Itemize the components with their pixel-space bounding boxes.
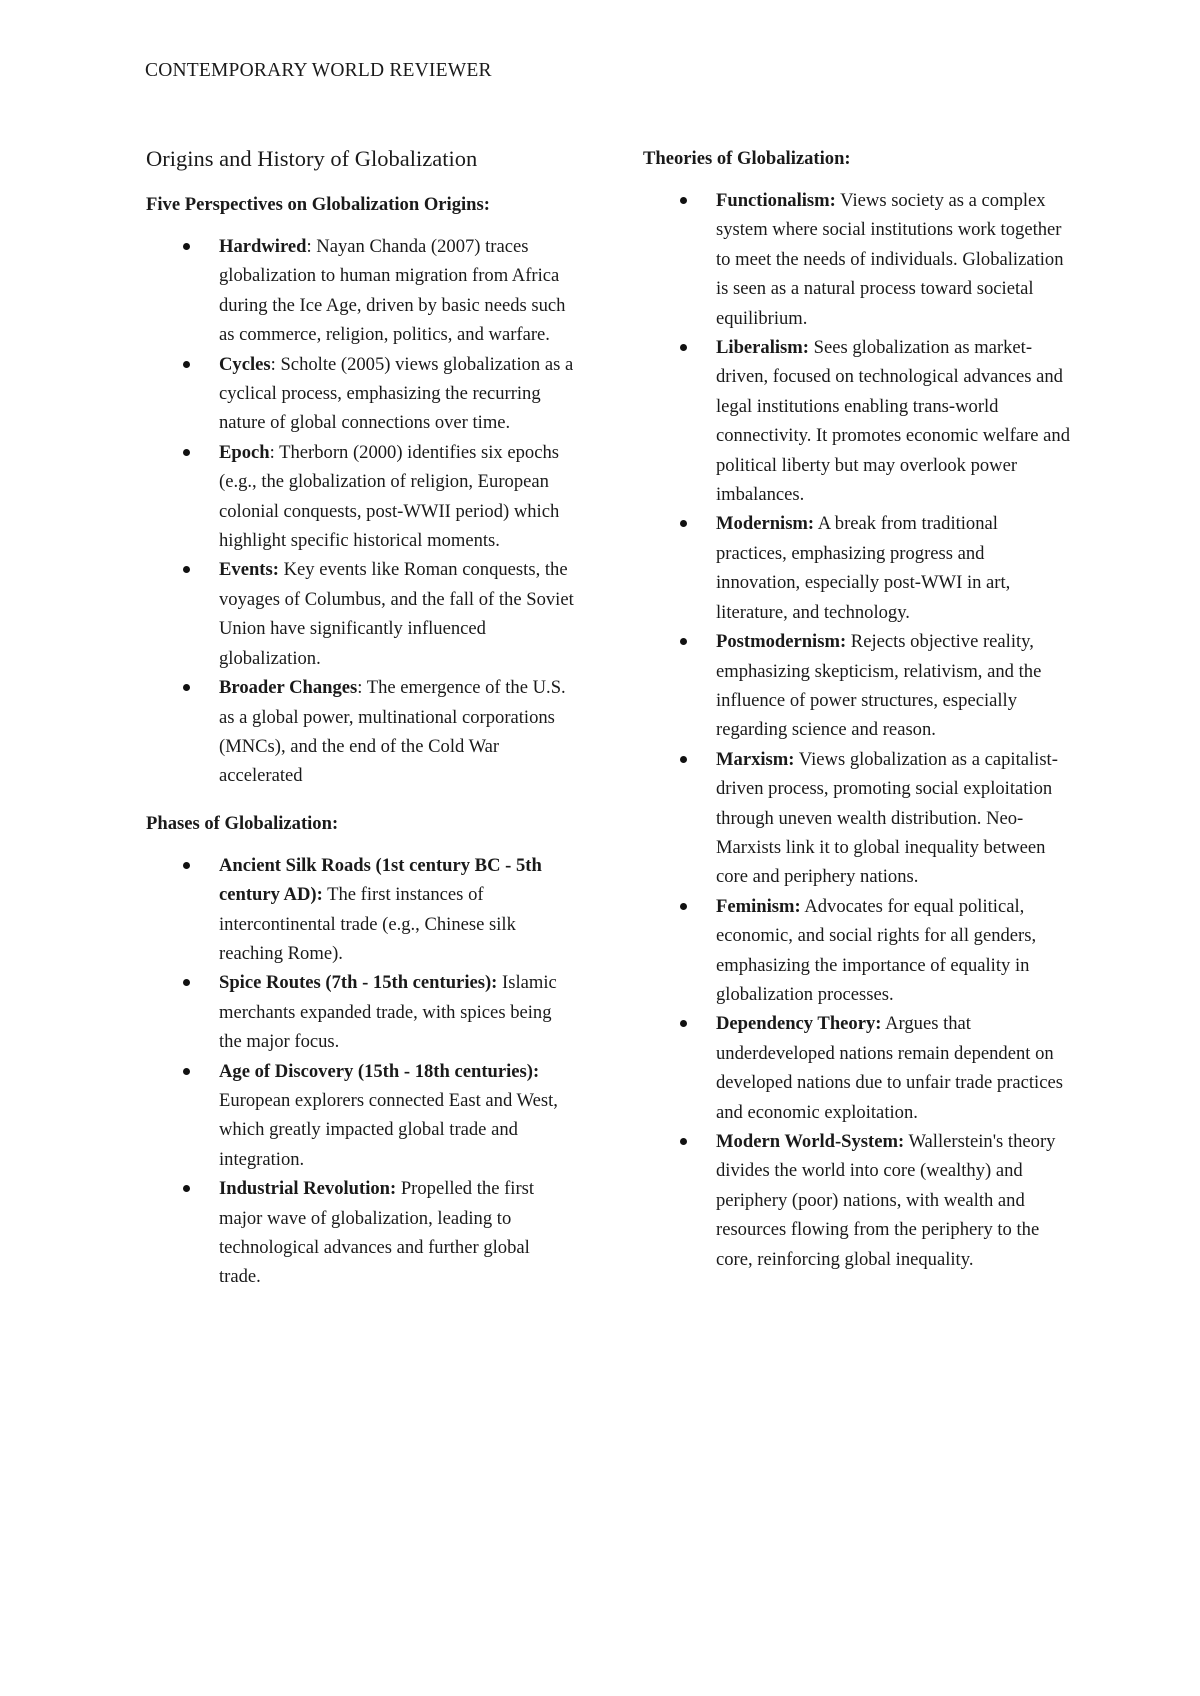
list-item: [146, 438, 576, 556]
bullet-icon: [183, 566, 190, 573]
item-term: Dependency Theory:: [716, 1013, 882, 1035]
item-term: Liberalism:: [716, 337, 809, 359]
item-text: The emergence of the U.S. as a global power, multinational corporations (MNCs), and the end of the Cold War accelerated: [219, 677, 566, 787]
item-term: Age of Discovery (15th - 18th centuries):: [219, 1060, 540, 1082]
item-term: Feminism:: [716, 895, 801, 917]
item-term: Cycles: [219, 353, 271, 375]
item-text: Nayan Chanda (2007) traces globalization to human migration from Africa during the Ice Age, driven by basic needs such as commerce, religion, politics, and warfare.: [219, 236, 566, 346]
list-item: [146, 232, 576, 350]
bullet-icon: [183, 1185, 190, 1192]
bullet-icon: [183, 243, 190, 250]
theories-list: [643, 186, 1073, 1274]
list-item: [146, 673, 576, 791]
item-text: Rejects objective reality, emphasizing skepticism, relativism, and the influence of power structures, especially regarding science and reason.: [716, 631, 1042, 741]
phases-heading: Phases of Globalization:: [146, 812, 339, 834]
list-item: [643, 333, 1073, 509]
bullet-icon: [680, 1138, 687, 1145]
bullet-icon: [183, 979, 190, 986]
perspectives-list: [146, 232, 576, 791]
bullet-icon: [680, 344, 687, 351]
list-item: [146, 851, 576, 969]
list-item: [146, 1057, 576, 1175]
list-item: [643, 1009, 1073, 1127]
list-item: [146, 555, 576, 673]
item-text: European explorers connected East and West, which greatly impacted global trade and integration.: [219, 1089, 558, 1170]
list-item: [146, 968, 576, 1056]
item-text: The first instances of intercontinental trade (e.g., Chinese silk reaching Rome).: [219, 884, 516, 964]
item-term: Events:: [219, 559, 279, 581]
page-title: Origins and History of Globalization: [146, 146, 478, 171]
document-header: CONTEMPORARY WORLD REVIEWER: [145, 60, 492, 81]
list-item: [146, 1174, 576, 1292]
perspectives-heading: Five Perspectives on Globalization Origins:: [146, 194, 490, 215]
bullet-icon: [680, 756, 687, 763]
item-text: Views globalization as a capitalist-driven process, promoting social exploitation through uneven wealth distribution. Neo-Marxists link it to global inequality between core and periphery nations.: [716, 748, 1058, 888]
item-text: Propelled the first major wave of globalization, leading to technological advances and further global trade.: [219, 1178, 535, 1288]
bullet-icon: [680, 1020, 687, 1027]
list-item: [643, 745, 1073, 892]
item-separator: :: [306, 236, 317, 257]
item-text: Argues that underdeveloped nations remain dependent on developed nations due to unfair trade practices and economic exploitation.: [716, 1013, 1063, 1123]
list-item: [643, 892, 1073, 1010]
item-term: Marxism:: [716, 748, 795, 770]
list-item: [643, 627, 1073, 745]
phases-list: [146, 851, 576, 1292]
item-term: Modernism:: [716, 513, 815, 535]
bullet-icon: [183, 361, 190, 368]
left-column: [146, 144, 576, 1310]
item-separator: :: [270, 353, 281, 375]
item-term: Modern World-System:: [716, 1131, 905, 1152]
item-text: Sees globalization as market-driven, focused on technological advances and legal institutions enabling trans-world connectivity. It promotes economic welfare and political liberty but may overlook power imbalances.: [716, 337, 1071, 506]
item-term: Functionalism:: [716, 190, 836, 211]
bullet-icon: [183, 1068, 190, 1075]
item-text: A break from traditional practices, emphasizing progress and innovation, especially post-WWI in art, literature, and technology.: [716, 513, 1011, 623]
list-item: [643, 509, 1073, 627]
item-text: Key events like Roman conquests, the voyages of Columbus, and the fall of the Soviet Union have significantly influenced globalization.: [219, 559, 574, 669]
item-text: Views society as a complex system where social institutions work together to meet the needs of individuals. Globalization is seen as a natural process toward societal equilibrium.: [716, 190, 1064, 329]
list-item: [146, 350, 576, 438]
item-text: Advocates for equal political, economic, and social rights for all genders, emphasizing the importance of equality in globalization processes.: [716, 895, 1037, 1005]
bullet-icon: [680, 638, 687, 645]
item-term: Broader Changes: [219, 677, 358, 699]
item-text: Wallerstein's theory divides the world into core (wealthy) and periphery (poor) nations, with wealth and resources flowing from the periphery to the core, reinforcing global inequality.: [716, 1131, 1056, 1270]
list-item: [643, 186, 1073, 333]
bullet-icon: [183, 684, 190, 691]
bullet-icon: [680, 197, 687, 204]
item-separator: :: [269, 441, 280, 463]
list-item: [643, 1127, 1073, 1274]
item-term: Epoch: [219, 441, 270, 463]
bullet-icon: [183, 449, 190, 456]
item-term: Spice Routes (7th - 15th centuries):: [219, 972, 498, 994]
item-text: Islamic merchants expanded trade, with spices being the major focus.: [219, 972, 557, 1053]
right-column: [643, 144, 1073, 1292]
item-term: Ancient Silk Roads (1st century BC - 5th century AD):: [219, 854, 542, 906]
item-separator: :: [357, 677, 367, 699]
theories-heading: Theories of Globalization:: [643, 148, 851, 169]
item-term: Industrial Revolution:: [219, 1178, 397, 1200]
item-term: Postmodernism:: [716, 631, 847, 653]
item-text: Therborn (2000) identifies six epochs (e.g., the globalization of religion, European colonial conquests, post-WWII period) which highlight specific historical moments.: [219, 441, 560, 552]
item-text: Scholte (2005) views globalization as a cyclical process, emphasizing the recurring nature of global connections over time.: [219, 353, 574, 434]
item-term: Hardwired: [219, 236, 307, 257]
bullet-icon: [680, 903, 687, 910]
bullet-icon: [680, 520, 687, 527]
bullet-icon: [183, 862, 190, 869]
